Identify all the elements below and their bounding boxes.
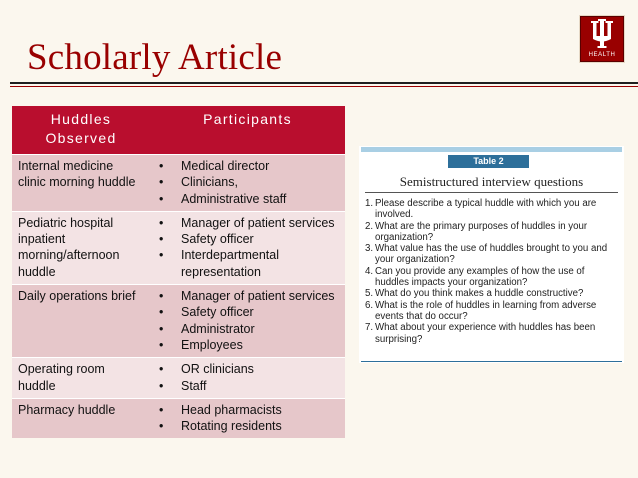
question-item <box>365 243 618 266</box>
table-row <box>12 285 345 358</box>
slide-title: Scholarly Article <box>27 37 283 78</box>
question-number: 5. <box>365 288 374 300</box>
participant-item: • Administrative staff <box>156 191 339 207</box>
title-divider <box>10 82 638 84</box>
question-text: What value has the use of huddles brought to you and your organization? <box>375 243 608 266</box>
table-row <box>12 211 345 284</box>
question-text: What are the primary purposes of huddles in your organization? <box>375 220 588 243</box>
huddles-table-header <box>12 106 345 155</box>
trident-icon <box>581 17 623 51</box>
table-row <box>12 398 345 438</box>
table-top-band <box>361 147 622 152</box>
table-row <box>12 155 345 212</box>
question-number: 3. <box>365 243 374 255</box>
participants-cell <box>150 155 345 212</box>
question-number: 2. <box>365 220 374 232</box>
title-divider-accent <box>10 86 638 87</box>
huddle-name: Daily operations brief <box>12 285 150 358</box>
participant-item: • OR clinicians <box>156 361 339 377</box>
question-item <box>365 198 618 221</box>
participants-cell <box>150 285 345 358</box>
question-item <box>365 221 618 244</box>
iu-health-logo <box>580 16 624 62</box>
question-text: What do you think makes a huddle constructive? <box>375 288 584 300</box>
logo-wordmark: HEALTH <box>588 52 616 58</box>
header-participants: Participants <box>150 106 345 155</box>
question-text: Can you provide any examples of how the use of huddles impacts your organization? <box>375 265 585 289</box>
participant-item: • Safety officer <box>156 304 339 320</box>
question-number: 6. <box>365 299 374 311</box>
header-huddles-observed: Huddles Observed <box>12 106 150 155</box>
huddle-name: Pediatric hospital inpatient morning/afternoon huddle <box>12 211 150 284</box>
participant-item: • Clinicians, <box>156 174 339 190</box>
participant-item: • Manager of patient services <box>156 215 339 231</box>
question-text: What is the role of huddles in learning from adverse events that do occur? <box>375 299 597 322</box>
participant-item: • Safety officer <box>156 231 339 247</box>
interview-questions-table <box>359 146 624 363</box>
huddle-name: Pharmacy huddle <box>12 398 150 438</box>
question-number: 1. <box>365 198 374 209</box>
participant-item: • Administrator <box>156 321 339 337</box>
question-item <box>365 288 618 299</box>
question-number: 7. <box>365 322 374 334</box>
table-row <box>12 358 345 399</box>
question-item <box>365 266 618 289</box>
participant-item: • Staff <box>156 378 339 394</box>
table-bottom-rule <box>361 361 622 362</box>
participants-cell <box>150 358 345 399</box>
participant-item: • Rotating residents <box>156 418 339 434</box>
participant-item: • Employees <box>156 337 339 353</box>
question-item <box>365 322 618 345</box>
participants-cell <box>150 211 345 284</box>
huddles-table <box>12 106 345 438</box>
question-text: What about your experience with huddles has been surprising? <box>375 322 596 345</box>
heading-divider <box>365 192 618 193</box>
participants-cell <box>150 398 345 438</box>
huddle-name: Internal medicine clinic morning huddle <box>12 155 150 212</box>
question-text: Please describe a typical huddle with which you are involved. <box>375 198 597 221</box>
interview-table-heading: Semistructured interview questions <box>399 174 584 189</box>
participant-item: • Manager of patient services <box>156 288 339 304</box>
huddle-name: Operating room huddle <box>12 358 150 399</box>
participant-item: • Interdepartmental representation <box>156 247 339 280</box>
participant-item: • Head pharmacists <box>156 402 339 418</box>
participant-item: • Medical director <box>156 158 339 174</box>
question-item <box>365 300 618 323</box>
table-number-badge: Table 2 <box>448 155 529 168</box>
question-list <box>365 198 618 345</box>
question-number: 4. <box>365 265 374 277</box>
